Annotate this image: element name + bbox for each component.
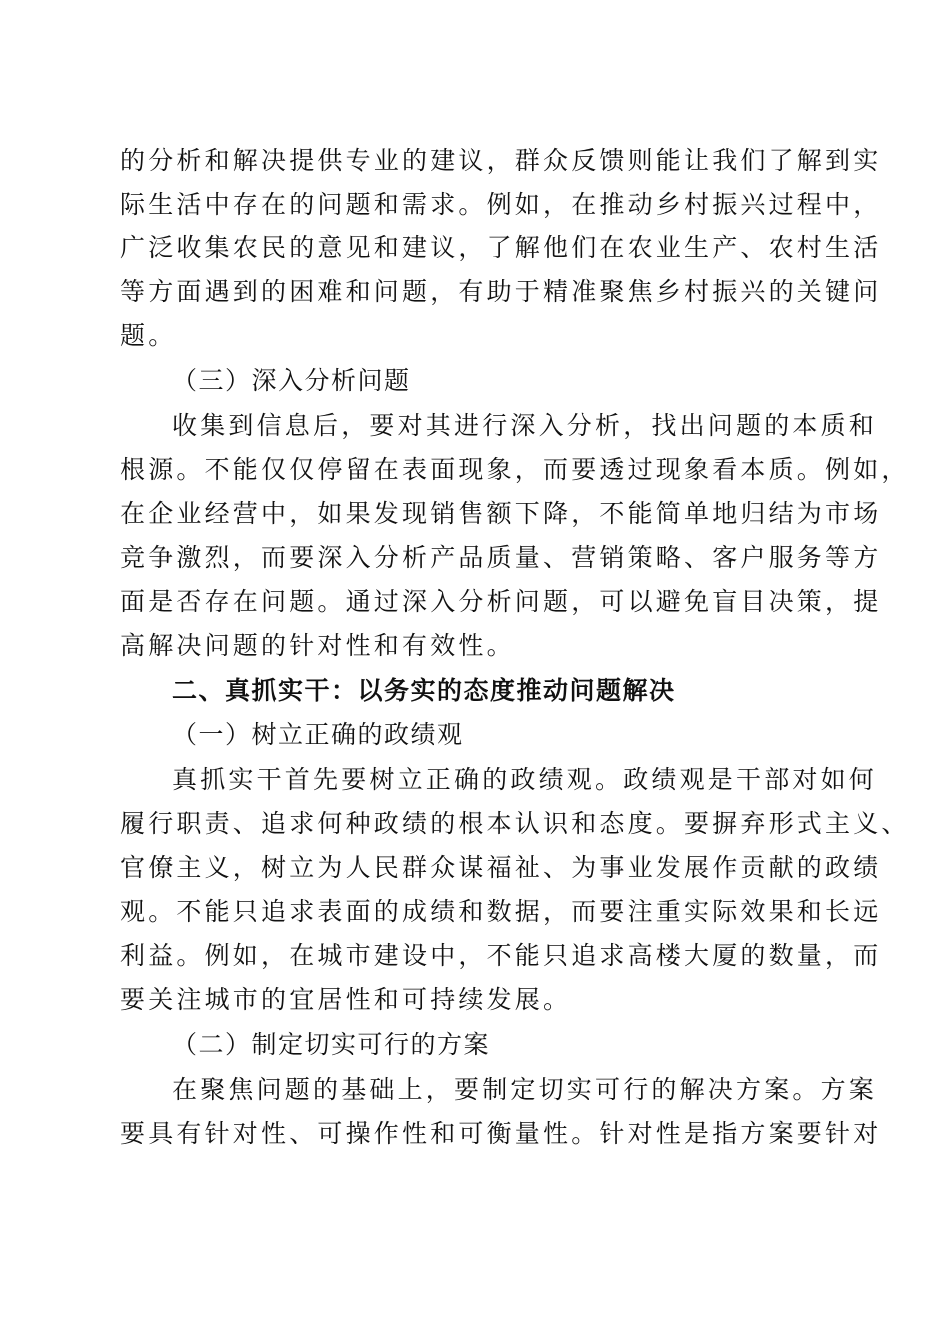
paragraph-line: 题。 [120, 321, 177, 350]
paragraph-line: 高解决问题的针对性和有效性。 [120, 631, 515, 660]
paragraph-line: 竞争激烈，而要深入分析产品质量、营销策略、客户服务等方 [120, 543, 882, 572]
paragraph-line: 要关注城市的宜居性和可持续发展。 [120, 985, 572, 1014]
paragraph-line: 根源。不能仅仅停留在表面现象，而要透过现象看本质。例如， [120, 455, 910, 484]
section-heading-3: （三）深入分析问题 [172, 366, 411, 395]
paragraph-line: 收集到信息后，要对其进行深入分析，找出问题的本质和 [172, 411, 878, 440]
paragraph-line: 利益。例如，在城市建设中，不能只追求高楼大厦的数量，而 [120, 941, 882, 970]
paragraph-line: 在聚焦问题的基础上，要制定切实可行的解决方案。方案 [172, 1075, 878, 1104]
paragraph-line: 的分析和解决提供专业的建议，群众反馈则能让我们了解到实 [120, 146, 882, 175]
paragraph-line: 等方面遇到的困难和问题，有助于精准聚焦乡村振兴的关键问 [120, 277, 882, 306]
section-heading-2-sub: （二）制定切实可行的方案 [172, 1030, 491, 1059]
paragraph-line: 在企业经营中，如果发现销售额下降，不能简单地归结为市场 [120, 499, 882, 528]
paragraph-line: 官僚主义，树立为人民群众谋福祉、为事业发展作贡献的政绩 [120, 853, 882, 882]
paragraph-line: 履行职责、追求何种政绩的根本认识和态度。要摒弃形式主义、 [120, 809, 910, 838]
paragraph-line: 际生活中存在的问题和需求。例如，在推动乡村振兴过程中， [120, 190, 882, 219]
paragraph-line: 面是否存在问题。通过深入分析问题，可以避免盲目决策，提 [120, 587, 882, 616]
section-heading-1: （一）树立正确的政绩观 [172, 720, 464, 749]
paragraph-line: 广泛收集农民的意见和建议，了解他们在农业生产、农村生活 [120, 233, 882, 262]
paragraph-line: 要具有针对性、可操作性和可衡量性。针对性是指方案要针对 [120, 1119, 882, 1148]
paragraph-line: 观。不能只追求表面的成绩和数据，而要注重实际效果和长远 [120, 897, 882, 926]
paragraph-line: 真抓实干首先要树立正确的政绩观。政绩观是干部对如何 [172, 765, 878, 794]
section-heading-2: 二、真抓实干：以务实的态度推动问题解决 [172, 676, 676, 705]
